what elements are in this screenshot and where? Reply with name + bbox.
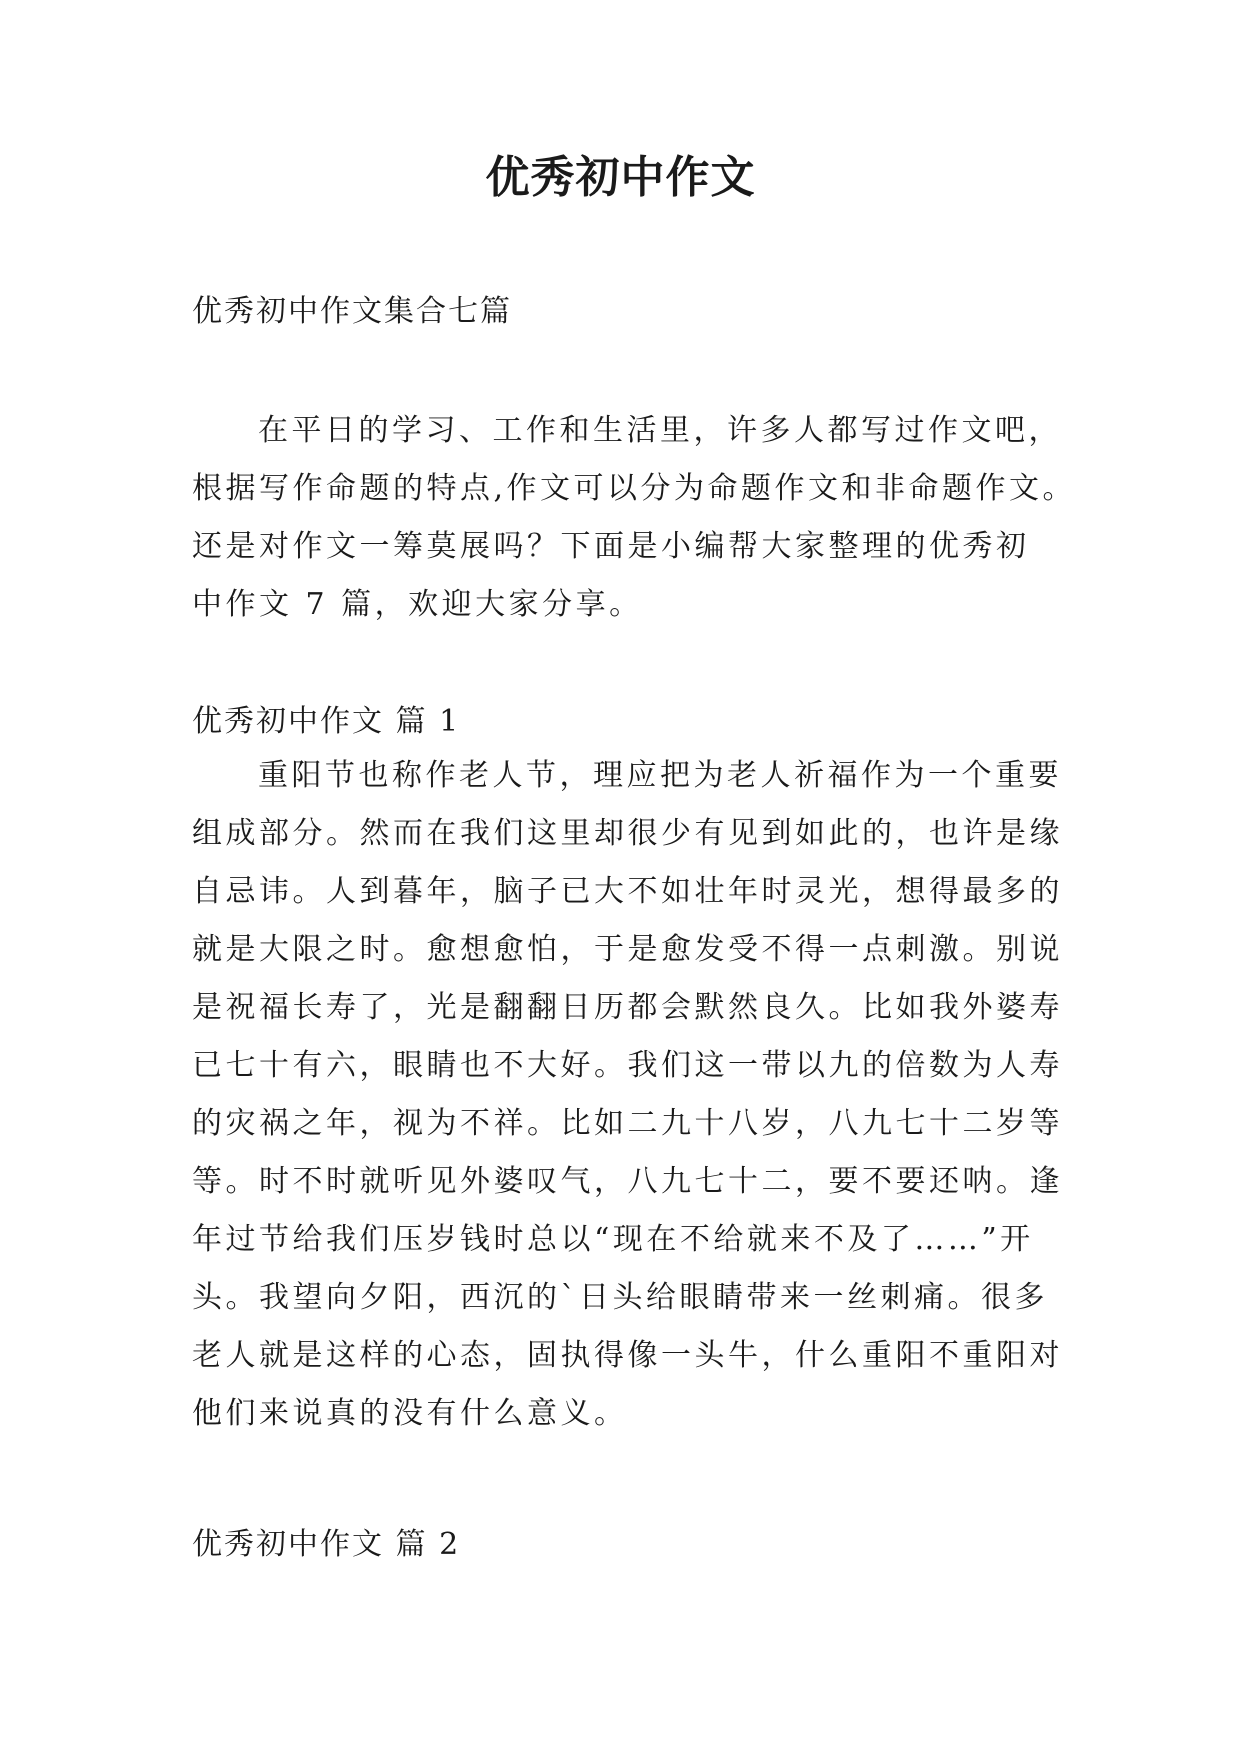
section-heading: 优秀初中作文 篇 1 [192,704,461,739]
paragraph-line: 等。时不时就听见外婆叹气，八九七十二，要不要还呐。逢 [192,1164,1063,1199]
section-paragraph [192,747,1063,1443]
paragraph-line: 老人就是这样的心态，固执得像一头牛，什么重阳不重阳对 [192,1338,1063,1373]
intro-line: 中作文 7 篇，欢迎大家分享。 [192,587,643,622]
section-heading: 优秀初中作文 篇 2 [192,1527,461,1562]
paragraph-line: 头。我望向夕阳，西沉的`日头给眼睛带来一丝刺痛。很多 [192,1280,1048,1315]
intro-line: 还是对作文一筹莫展吗？下面是小编帮大家整理的优秀初 [192,529,1030,564]
document-subtitle: 优秀初中作文集合七篇 [192,294,512,329]
paragraph-line: 年过节给我们压岁钱时总以“现在不给就来不及了……”开 [192,1222,1034,1257]
paragraph-line: 已七十有六，眼睛也不大好。我们这一带以九的倍数为人寿 [192,1048,1063,1083]
document-title: 优秀初中作文 [485,152,756,203]
intro-paragraph [192,402,1077,634]
intro-line: 根据写作命题的特点,作文可以分为命题作文和非命题作文。 [192,471,1077,506]
paragraph-line: 组成部分。然而在我们这里却很少有见到如此的，也许是缘 [192,816,1063,851]
paragraph-line: 的灾祸之年，视为不祥。比如二九十八岁，八九七十二岁等 [192,1106,1063,1141]
paragraph-line: 他们来说真的没有什么意义。 [192,1396,628,1431]
paragraph-line: 就是大限之时。愈想愈怕，于是愈发受不得一点刺激。别说 [192,932,1063,967]
intro-line: 在平日的学习、工作和生活里，许多人都写过作文吧， [258,413,1062,448]
paragraph-line: 是祝福长寿了，光是翻翻日历都会默然良久。比如我外婆寿 [192,990,1063,1025]
paragraph-line: 重阳节也称作老人节，理应把为老人祈福作为一个重要 [258,758,1062,793]
paragraph-line: 自忌讳。人到暮年，脑子已大不如壮年时灵光，想得最多的 [192,874,1063,909]
